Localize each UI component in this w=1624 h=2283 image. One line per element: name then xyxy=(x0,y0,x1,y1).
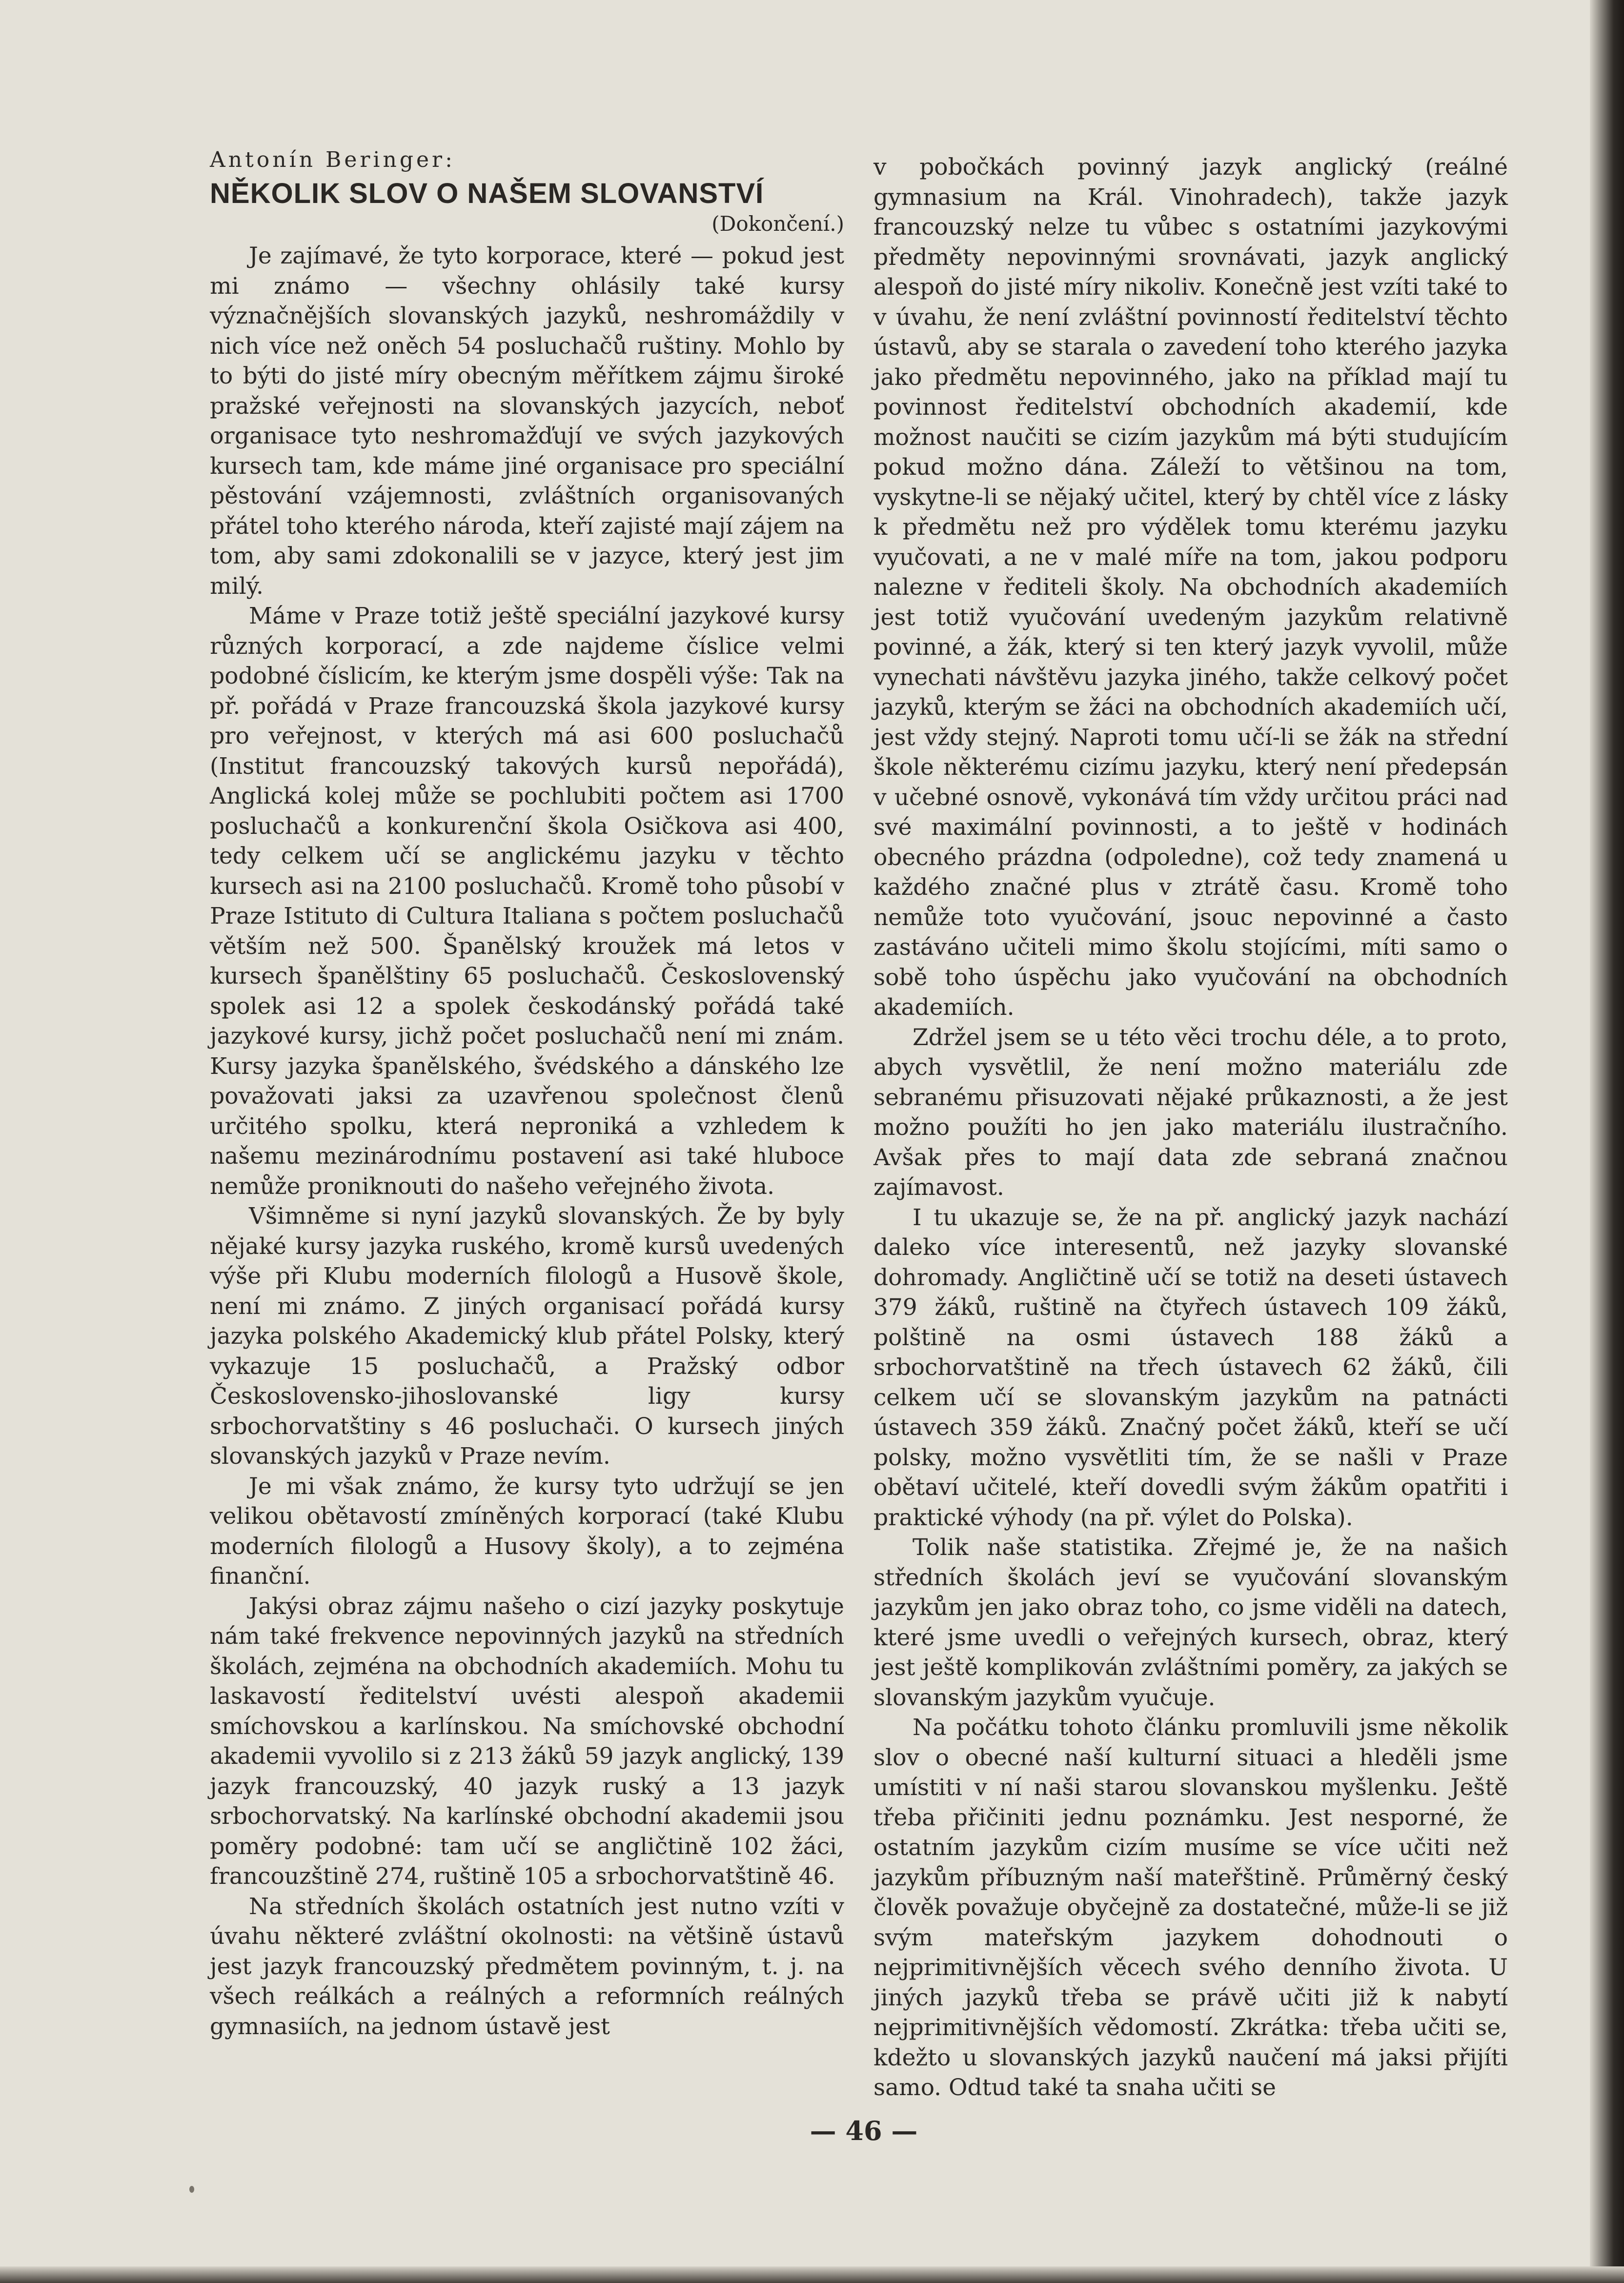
paragraph: I tu ukazuje se, že na př. anglický jazyk nachází daleko více interesentů, než jazyky slovanské dohromady. Angličtině učí se totiž na deseti ústavech 379 žáků, ruštině na čtyřech ústavech 109 žáků, polštině na osmi ústavech 188 žáků a srbochorvatštině na třech ústavech 62 žáků, čili celkem učí se slovanským jazykům na patnácti ústavech 359 žáků. Značný počet žáků, kteří se učí polsky, možno vysvětliti tím, že se našli v Praze obětaví učitelé, kteří dovedli svým žákům opatřiti i praktické výhody (na př. výlet do Polska). xyxy=(873,1204,1508,1531)
paragraph: Tolik naše statistika. Zřejmé je, že na našich středních školách jeví se vyučování slovanským jazykům jen jako obraz toho, co jsme viděli na datech, které jsme uvedli o veřejných kursech, obraz, který jest ještě komplikován zvláštními poměry, za jakých se slovanským jazykům vyučuje. xyxy=(873,1534,1508,1711)
paragraph: Na počátku tohoto článku promluvili jsme několik slov o obecné naší kulturní situaci a hleděli jsme umístiti v ní naši starou slovanskou myšlenku. Ještě třeba přičiniti jednu poznámku. Jest nesporné, že ostatním jazykům cizím musíme se více učiti než jazykům příbuzným naší mateřštině. Průměrný český člověk považuje obyčejně za dostatečné, může-li se již svým mateřským jazykem dohodnouti o nejprimitivnějších věcech svého denního života. U jiných jazyků třeba se právě učiti již k nabytí nejprimitivnějších vědomostí. Zkrátka: třeba učiti se, kdežto u slovanských jazyků naučení má jaksi přijíti samo. Odtud také ta snaha učiti se xyxy=(873,1714,1508,2101)
page-bottom-edge xyxy=(0,2266,1624,2283)
paragraph: Je zajímavé, že tyto korporace, které — pokud jest mi známo — všechny ohlásily také kursy význačnějších slovanských jazyků, neshromáždily v nich více než oněch 54 posluchačů ruštiny. Mohlo by to býti do jisté míry obecným měřítkem zájmu široké pražské veřejnosti na slovanských jazycích, neboť organisace tyto neshromažďují ve svých jazykových kursech tam, kde máme jiné organisace pro speciální pěstování vzájemnosti, zvláštních organisovaných přátel toho kterého národa, kteří zajisté mají zájem na tom, aby sami zdokonalili se v jazyce, který jest jim milý. xyxy=(210,242,844,600)
article-title: NĚKOLIK SLOV O NAŠEM SLOVANSTVÍ xyxy=(210,178,764,209)
article-subtitle: (Dokončení.) xyxy=(711,212,844,236)
left-column xyxy=(210,146,844,2041)
page-edge-shadow xyxy=(1590,0,1624,2283)
paragraph: Máme v Praze totiž ještě speciální jazykové kursy různých korporací, a zde najdeme číslice velmi podobné číslicím, ke kterým jsme dospěli výše: Tak na př. pořádá v Praze francouzská škola jazykové kursy pro veřejnost, v kterých má asi 600 posluchačů (Institut francouzský takových kursů nepořádá), Anglická kolej může se pochlubiti počtem asi 1700 posluchačů a konkurenční škola Osičkova asi 400, tedy celkem učí se anglickému jazyku v těchto kursech asi na 2100 posluchačů. Kromě toho působí v Praze Istituto di Cultura Italiana s počtem posluchačů větším než 500. Španělský kroužek má letos v kursech španělštiny 65 posluchačů. Československý spolek asi 12 a spolek českodánský pořádá také jazykové kursy, jichž počet posluchačů není mi znám. Kursy jazyka španělského, švédského a dánského lze považovati jaksi za uzavřenou společnost členů určitého spolku, která neproniká a vzhledem k našemu mezinárodnímu postavení asi také hluboce nemůže proniknouti do našeho veřejného života. xyxy=(210,603,844,1200)
paragraph: Zdržel jsem se u této věci trochu déle, a to proto, abych vysvětlil, že není možno materiálu zde sebranému přisuzovati nějaké průkaznosti, a že jest možno použíti ho jen jako materiálu ilustračního. Avšak přes to mají data zde sebraná značnou zajímavost. xyxy=(873,1024,1508,1201)
article-author: Antonín Beringer: xyxy=(210,147,455,172)
paragraph: Na středních školách ostatních jest nutno vzíti v úvahu některé zvláštní okolnosti: na většině ústavů jest jazyk francouzský předmětem povinným, t. j. na všech reálkách a reálných a reformních reálných gymnasiích, na jednom ústavě jest xyxy=(210,1893,844,2040)
paragraph: Je mi však známo, že kursy tyto udržují se jen velikou obětavostí zmíněných korporací (také Klubu moderních filologů a Husovy školy), a to zejména finanční. xyxy=(210,1473,844,1590)
page-number: — 46 — xyxy=(810,2115,918,2146)
right-column xyxy=(873,152,1508,2103)
paragraph: v pobočkách povinný jazyk anglický (reálné gymnasium na Král. Vinohradech), takže jazyk francouzský nelze tu vůbec s ostatními jazykovými předměty nepovinnými srovnávati, jazyk anglický alespoň do jisté míry nikoliv. Konečně jest vzíti také to v úvahu, že není zvláštní povinností ředitelství těchto ústavů, aby se starala o zavedení toho kterého jazyka jako předmětu nepovinného, jako na příklad mají tu povinnost ředitelství obchodních akademií, kde možnost naučiti se cizím jazykům má býti studujícím pokud možno dána. Záleží to většinou na tom, vyskytne-li se nějaký učitel, který by chtěl více z lásky k předmětu než pro výdělek tomu kterému jazyku vyučovati, a ne v malé míře na tom, jakou podporu nalezne v řediteli školy. Na obchodních akademiích jest totiž vyučování uvedeným jazykům relativně povinné, a žák, který si ten který jazyk vyvolil, může vynechati návštěvu jazyka jiného, takže celkový počet jazyků, kterým se žáci na obchodních akademiích učí, jest vždy stejný. Naproti tomu učí-li se žák na střední škole některému cizímu jazyku, který není předepsán v učebné osnově, vykonává tím vždy určitou práci nad své maximální povinnosti, a to ještě v hodinách obecného prázdna (odpoledne), což tedy znamená u každého značné plus v ztrátě času. Kromě toho nemůže toto vyučování, jsouc nepovinné a často zastáváno učiteli mimo školu stojícími, míti samo o sobě toho úspěchu jako vyučování na obchodních akademiích. xyxy=(873,154,1508,1021)
paragraph: Jakýsi obraz zájmu našeho o cizí jazyky poskytuje nám také frekvence nepovinných jazyků na středních školách, zejména na obchodních akademiích. Mohu tu laskavostí ředitelství uvésti alespoň akademii smíchovskou a karlínskou. Na smíchovské obchodní akademii vyvolilo si z 213 žáků 59 jazyk anglický, 139 jazyk francouzský, 40 jazyk ruský a 13 jazyk srbochorvatský. Na karlínské obchodní akademii jsou poměry podobné: tam učí se angličtině 102 žáci, francouzštině 274, ruštině 105 a srbochorvatštině 46. xyxy=(210,1593,844,1890)
paper-speck xyxy=(189,2186,194,2193)
paragraph: Všimněme si nyní jazyků slovanských. Že by byly nějaké kursy jazyka ruského, kromě kursů uvedených výše při Klubu moderních filologů a Husově škole, není mi známo. Z jiných organisací pořádá kursy jazyka polského Akademický klub přátel Polsky, který vykazuje 15 posluchačů, a Pražský odbor Československo-jihoslovanské ligy kursy srbochorvatštiny s 46 posluchači. O kursech jiných slovanských jazyků v Praze nevím. xyxy=(210,1203,844,1470)
